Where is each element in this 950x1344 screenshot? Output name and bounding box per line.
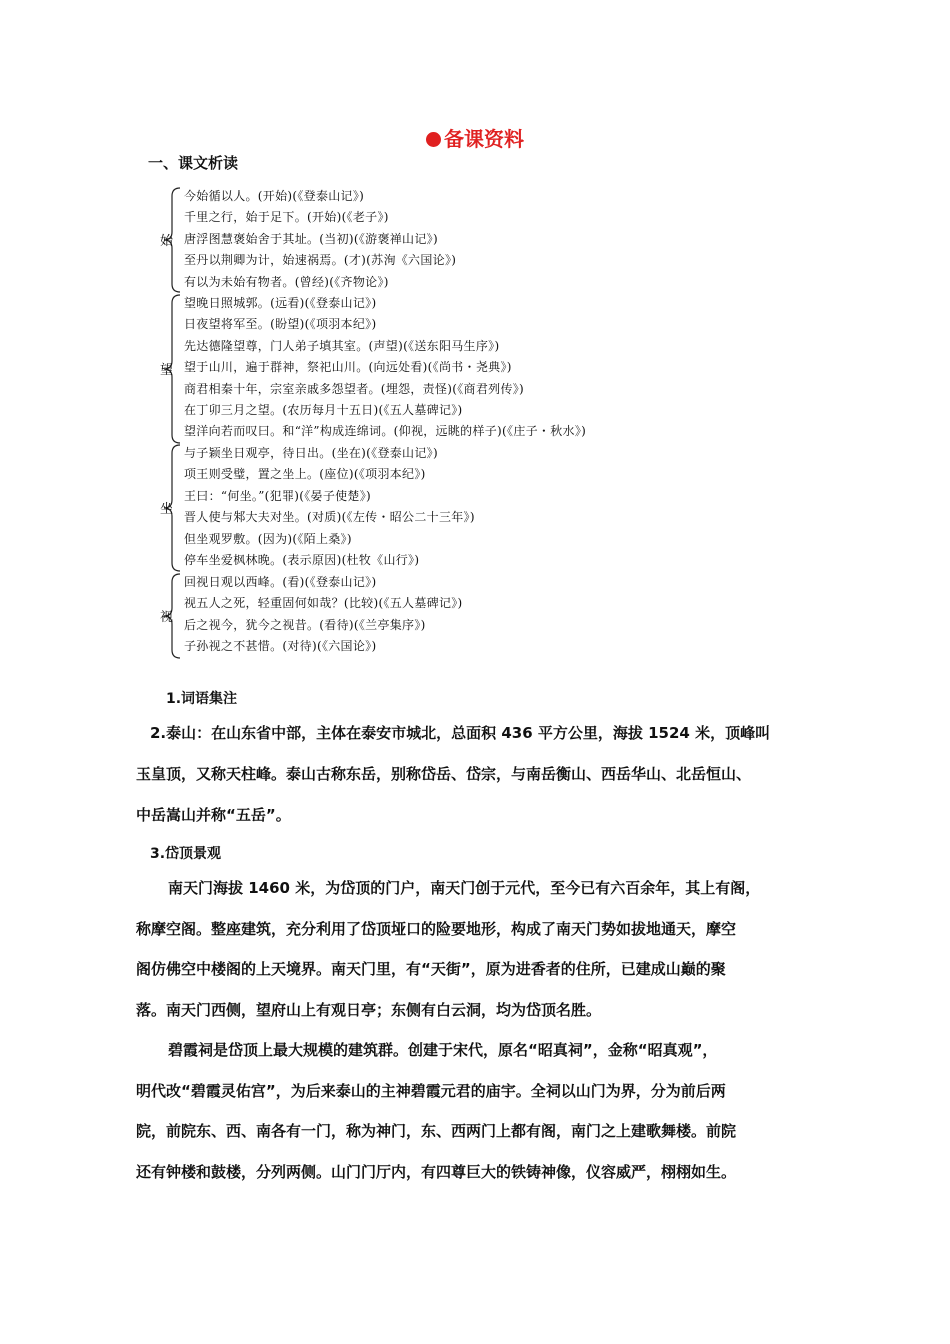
group-entries xyxy=(184,293,586,443)
page-title: 备课资料 xyxy=(0,123,950,152)
entry-line: 望晚日照城郭。(远看)(《登泰山记》) xyxy=(184,296,377,310)
entry-line: 项王则受璧，置之坐上。(座位)(《项羽本纪》) xyxy=(184,467,426,482)
text-line: 中岳嵩山并称“五岳”。 xyxy=(136,805,291,824)
text-line: 玉皇顶，又称天柱峰。泰山古称东岳，别称岱岳、岱宗，与南岳衡山、西岳华山、北岳恒山、 xyxy=(136,765,752,783)
entry-line: 晋人使与邾大夫对坐。(对质)(《左传・昭公二十三年》) xyxy=(184,510,475,525)
paragraph-taishan-cont xyxy=(136,754,826,835)
text-line: 南天门海拔 1460 米，为岱顶的门户，南天门创于元代，至今已有六百余年，其上有阁， xyxy=(168,879,761,897)
text-line: 阁仿佛空中楼阁的上天境界。南天门里，有“天街”，原为进香者的住所，已建成山巅的聚 xyxy=(136,960,726,978)
group-entries xyxy=(184,186,456,293)
group-entries xyxy=(184,572,463,658)
text-line: 落。南天门西侧，望府山上有观日亭；东侧有白云洞，均为岱顶名胜。 xyxy=(136,1000,602,1019)
entry-line: 子孙视之不甚惜。(对待)(《六国论》) xyxy=(184,639,377,654)
entry-line: 王曰：“何坐。”(犯罪)(《晏子使楚》) xyxy=(184,488,371,503)
entry-line: 日夜望将军至。(盼望)(《项羽本纪》) xyxy=(184,317,377,332)
entry-line: 有以为未始有物者。(曾经)(《齐物论》) xyxy=(184,274,389,289)
group-char: 始 xyxy=(160,234,174,249)
entry-line: 商君相秦十年，宗室亲戚多怨望者。(埋怨，责怪)(《商君列传》) xyxy=(184,381,525,396)
text-line: 明代改“碧霞灵佑宫”，为后来泰山的主神碧霞元君的庙宇。全祠以山门为界，分为前后两 xyxy=(136,1081,726,1100)
entry-line: 停车坐爱枫林晚。(表示原因)(杜牧《山行》) xyxy=(184,552,420,567)
text-line: 还有钟楼和鼓楼，分列两侧。山门门厅内，有四尊巨大的铁铸神像，仪容威严，栩栩如生。 xyxy=(136,1162,737,1181)
text-line: 院，前院东、西、南各有一门，称为神门，东、西两门上都有阁，南门之上建歌舞楼。前院 xyxy=(136,1122,737,1140)
text-line: 称摩空阁。整座建筑，充分利用了岱顶垭口的险要地形，构成了南天门势如拔地通天，摩空 xyxy=(136,919,737,938)
entry-line: 千里之行，始于足下。(开始)(《老子》) xyxy=(184,210,389,225)
group-char: 坐 xyxy=(160,502,174,517)
entry-line: 回视日观以西峰。(看)(《登泰山记》) xyxy=(184,575,377,589)
entry-line: 视五人之死，轻重固何如哉？(比较)(《五人墓碑记》) xyxy=(184,596,463,611)
entry-line: 但坐观罗敷。(因为)(《陌上桑》) xyxy=(184,531,352,546)
group-entries xyxy=(184,443,475,571)
entry-line: 望于山川，遍于群神，祭祀山川。(向远处看)(《尚书・尧典》) xyxy=(184,360,512,375)
paragraph-bixia xyxy=(136,1030,826,1192)
group-char: 视 xyxy=(160,610,174,625)
entry-line: 今始循以人。(开始)(《登泰山记》) xyxy=(184,189,365,203)
section-heading: 一、课文析读 xyxy=(148,154,239,172)
subheading-glossary: 1.词语集注 xyxy=(166,691,238,707)
entry-line: 后之视今，犹今之视昔。(看待)(《兰亭集序》) xyxy=(184,617,426,632)
group-char: 望 xyxy=(160,363,174,378)
entry-line: 与子颖坐日观亭，待日出。(坐在)(《登泰山记》) xyxy=(184,446,438,460)
paragraph-nantianmen xyxy=(136,868,826,1030)
text-line: 碧霞祠是岱顶上最大规模的建筑群。创建于宋代，原名“昭真祠”，金称“昭真观”， xyxy=(168,1041,718,1059)
entry-line: 在丁卯三月之望。(农历每月十五日)(《五人墓碑记》) xyxy=(184,402,463,417)
subheading-daiding: 3.岱顶景观 xyxy=(150,846,222,862)
text-line: 2.泰山：在山东省中部，主体在泰安市城北，总面积 436 平方公里，海拔 1524 米，顶峰叫 xyxy=(150,724,771,742)
entry-line: 先达德隆望尊，门人弟子填其室。(声望)(《送东阳马生序》) xyxy=(184,338,500,353)
entry-line: 至丹以荆卿为计，始速祸焉。(才)(苏洵《六国论》) xyxy=(184,253,457,268)
paragraph-taishan xyxy=(150,713,840,754)
entry-line: 唐浮图慧褒始舍于其址。(当初)(《游褒禅山记》) xyxy=(184,231,438,246)
entry-line: 望洋向若而叹曰。和“洋”构成连绵词。(仰视，远眺的样子)(《庄子・秋水》) xyxy=(184,424,587,439)
bullet-dot-icon xyxy=(426,132,441,147)
